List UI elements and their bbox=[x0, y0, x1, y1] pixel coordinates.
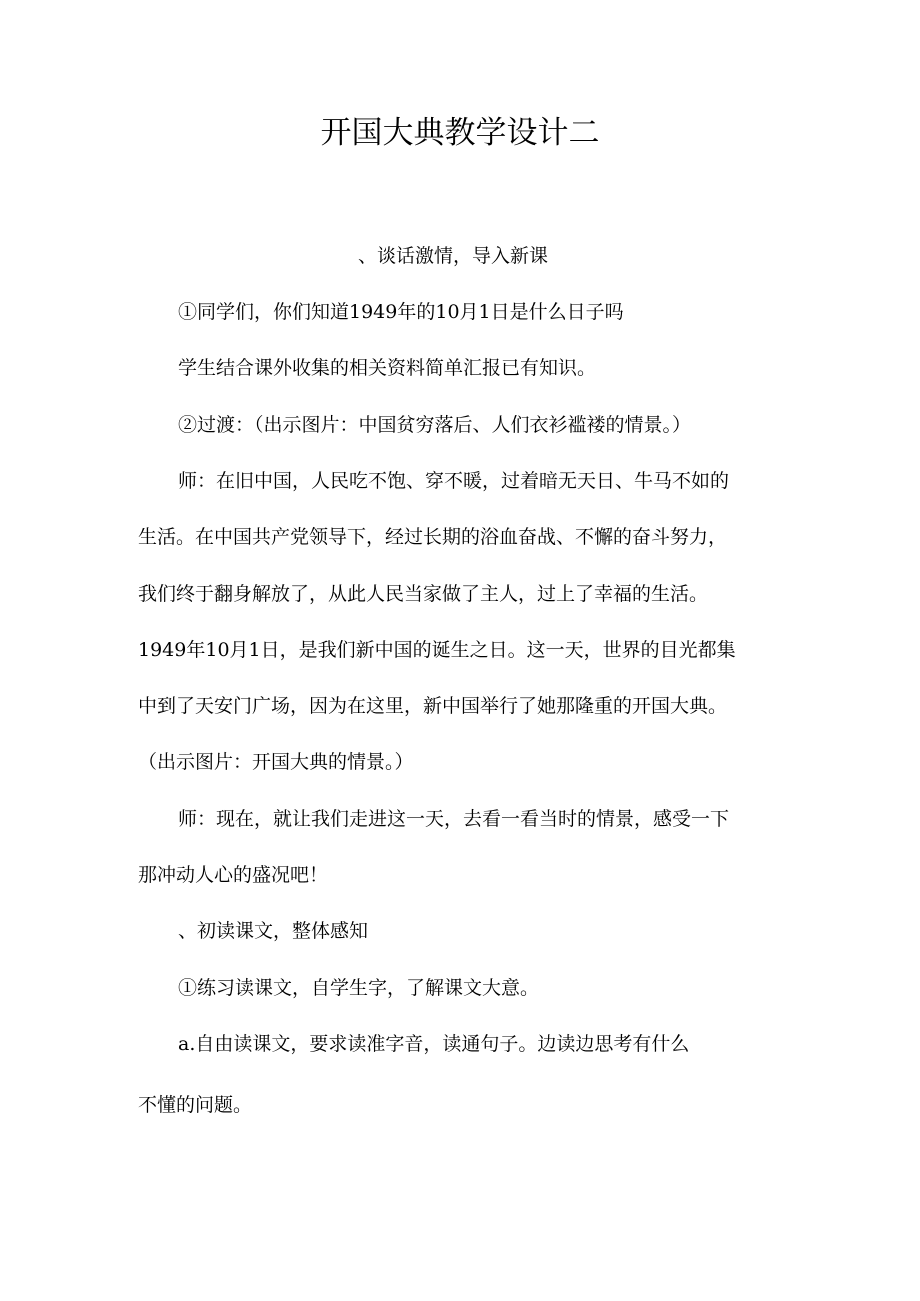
paragraph-line: 1949年10月1日，是我们新中国的诞生之日。这一天，世界的目光都集 bbox=[138, 639, 736, 661]
paragraph-line: ①练习读课文，自学生字，了解课文大意。 bbox=[178, 977, 540, 999]
paragraph-line: 我们终于翻身解放了，从此人民当家做了主人，过上了幸福的生活。 bbox=[138, 583, 709, 605]
paragraph-line: 学生结合课外收集的相关资料简单汇报已有知识。 bbox=[178, 357, 597, 379]
paragraph-line: 那冲动人心的盛况吧！ bbox=[138, 864, 329, 886]
paragraph-line: 生活。在中国共产党领导下，经过长期的浴血奋战、不懈的奋斗努力， bbox=[138, 526, 728, 548]
paragraph-line: 师：现在，就让我们走进这一天，去看一看当时的情景，感受一下 bbox=[178, 808, 730, 830]
section-heading-2: 、初读课文，整体感知 bbox=[178, 920, 369, 942]
paragraph-line: 不懂的问题。 bbox=[138, 1094, 253, 1116]
page-title: 开国大典教学设计二 bbox=[320, 115, 600, 151]
paragraph-line: 中到了天安门广场，因为在这里，新中国举行了她那隆重的开国大典。 bbox=[138, 695, 728, 717]
paragraph-line: ②过渡：（出示图片：中国贫穷落后、人们衣衫褴褛的情景。） bbox=[178, 414, 692, 436]
paragraph-line: （出示图片：开国大典的情景。） bbox=[138, 751, 414, 773]
paragraph-line: a.自由读课文，要求读准字音，读通句子。边读边思考有什么 bbox=[178, 1033, 690, 1055]
paragraph-line: ①同学们，你们知道1949年的10月1日是什么日子吗 bbox=[178, 301, 624, 323]
section-heading-1: 、谈话激情，导入新课 bbox=[358, 245, 549, 267]
paragraph-line: 师：在旧中国，人民吃不饱、穿不暖，过着暗无天日、牛马不如的 bbox=[178, 470, 730, 492]
